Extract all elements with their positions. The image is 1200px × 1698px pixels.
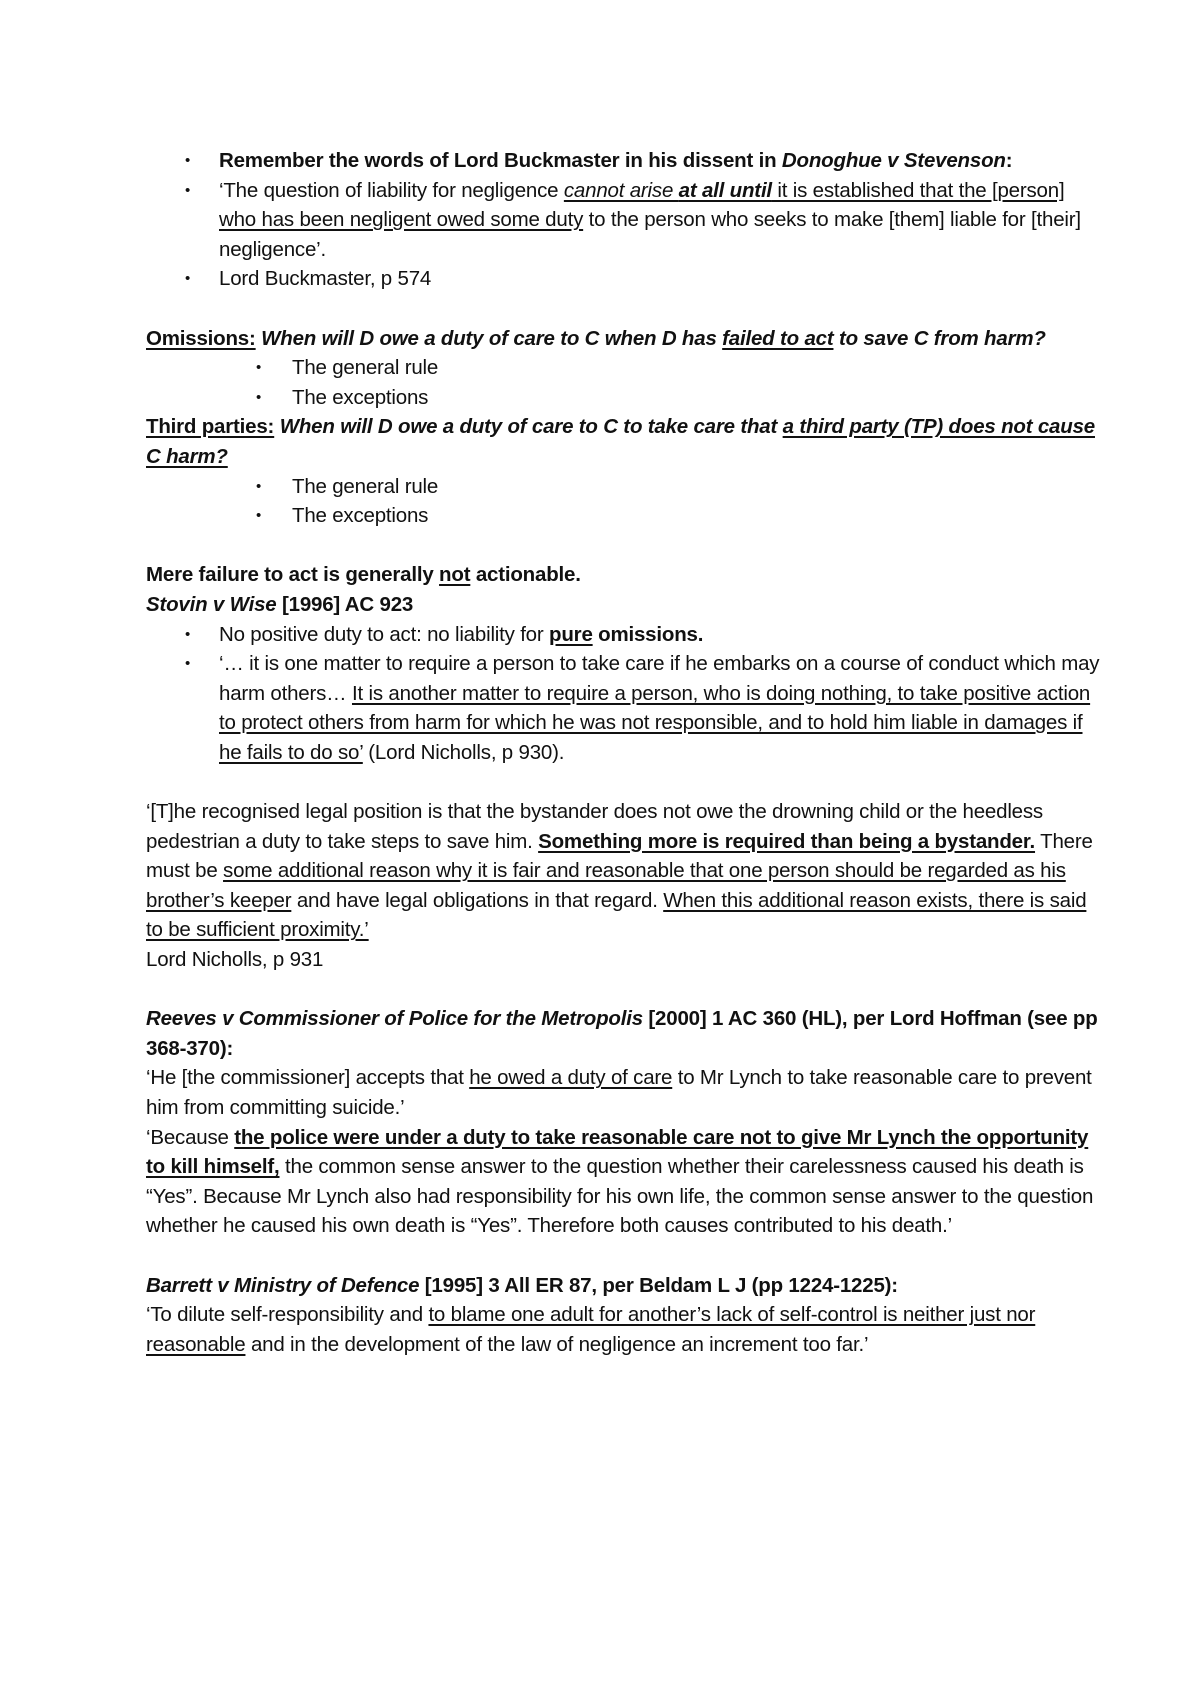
underlined-text: cannot arise at all until it is established that the [person] who has been negligent owed some duty — [219, 178, 1065, 232]
bullet-buckmaster-intro — [146, 146, 1100, 176]
bullet-buckmaster-quote — [146, 176, 1100, 265]
list-item: • The general rule — [146, 353, 1100, 383]
section-label: Third parties: — [146, 415, 275, 439]
case-name: Barrett v Ministry of Defence — [146, 1273, 420, 1297]
list-item: • The exceptions — [146, 383, 1100, 413]
omissions-list — [146, 353, 1100, 412]
reeves-quote-2: ‘Because the police were under a duty to take reasonable care not to give Mr Lynch the opportunity to kill himself, the common sense answer to the question whether their carelessness caused his death is “Yes”. Because Mr Lynch also had responsibility for his own life, the common sense answer to the question whether he caused his own death is “Yes”. Therefore both causes contributed to his death.’ — [146, 1125, 1094, 1238]
case-name: Reeves v Commissioner of Police for the Metropolis — [146, 1007, 643, 1031]
list-item: • The exceptions — [146, 501, 1100, 531]
list-item: • The general rule — [146, 472, 1100, 502]
failure-to-act-heading: Mere failure to act is generally not actionable. — [146, 563, 581, 587]
nicholls-quote: ‘[T]he recognised legal position is that the bystander does not owe the drowning child or the heedless pedestrian a duty to take steps to save him. Something more is required than being a bystander. There must be some additional reason why it is fair and reasonable that one person should be regarded as his brother’s keeper and have legal obligations in that regard. When this additional reason exists, there is said to be sufficient proximity.’ — [146, 800, 1093, 942]
stovin-bullets — [146, 620, 1100, 768]
nicholls-attribution: Lord Nicholls, p 931 — [146, 948, 324, 972]
stovin-citation: Stovin v Wise [1996] AC 923 — [146, 592, 414, 616]
bullet-nicholls-quote: • ‘… it is one matter to require a person to take care if he embarks on a course of conduct which may harm others… It is another matter to require a person, who is doing nothing, to take positive action to protect others from harm for which he was not responsible, and to hold him liable in damages if he fails to do so’ (Lord Nicholls, p 930). — [146, 649, 1100, 767]
reeves-citation: Reeves v Commissioner of Police for the Metropolis [2000] 1 AC 360 (HL), per Lord Hoffman (see pp 368-370): — [146, 1007, 1098, 1060]
case-name: Stovin v Wise — [146, 592, 277, 616]
text: : — [1005, 149, 1013, 172]
intro-bullet-list — [146, 146, 1100, 294]
section-label: Omissions: — [146, 326, 256, 350]
barrett-citation: Barrett v Ministry of Defence [1995] 3 All ER 87, per Beldam L J (pp 1224-1225): — [146, 1273, 898, 1297]
reeves-quote-1: ‘He [the commissioner] accepts that he owed a duty of care to Mr Lynch to take reasonable care to prevent him from committing suicide.’ — [146, 1066, 1092, 1119]
bullet-buckmaster-citation: • Lord Buckmaster, p 574 — [146, 264, 1100, 294]
text: to the person who seeks to make [them] liable for [their] negligence’. — [219, 208, 1081, 261]
third-parties-list — [146, 472, 1100, 531]
text: ‘The question of liability for negligence — [219, 178, 564, 202]
case-name: Donoghue v Stevenson — [781, 149, 1006, 172]
text: Remember the words of Lord Buckmaster in his dissent in — [219, 149, 782, 172]
omissions-heading: Omissions: When will D owe a duty of care to C when D has failed to act to save C from harm? — [146, 326, 1046, 350]
barrett-quote: ‘To dilute self-responsibility and to blame one adult for another’s lack of self-control is neither just nor reasonable and in the development of the law of negligence an increment too far.’ — [146, 1303, 1036, 1356]
third-parties-heading: Third parties: When will D owe a duty of care to C to take care that a third party (TP) does not cause C harm? — [146, 415, 1095, 468]
bullet-no-positive-duty: • No positive duty to act: no liability for pure omissions. — [146, 620, 1100, 650]
